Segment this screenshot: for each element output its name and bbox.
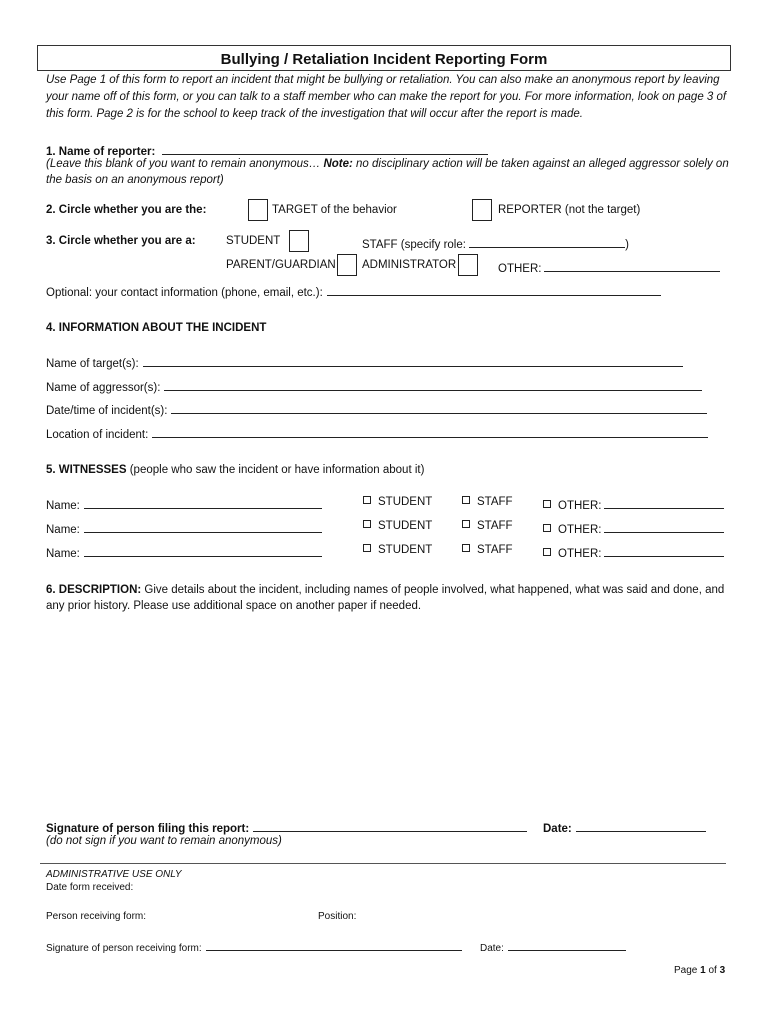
- person-receiving-label: Person receiving form:: [46, 911, 147, 922]
- signature-field[interactable]: [253, 819, 527, 832]
- sig-receiving-field[interactable]: [206, 940, 462, 951]
- sig-receiving-label: Signature of person receiving form:: [46, 943, 202, 954]
- aggressors-label: Name of aggressor(s):: [46, 382, 161, 394]
- description-prompt: 6. DESCRIPTION: Give details about the incident, including names of people involved, what happened, what was said and done, and any prior history. Please use additional space on another paper if needed.: [46, 584, 725, 612]
- staff-option-label: STAFF (specify role:: [362, 239, 470, 251]
- reporter-option-label: REPORTER (not the target): [498, 204, 641, 216]
- reporter-checkbox[interactable]: [472, 199, 492, 221]
- witness-student-option[interactable]: STUDENT: [363, 496, 432, 508]
- title-box: [37, 45, 731, 71]
- date-received-label: Date form received:: [46, 882, 134, 893]
- checkbox-icon[interactable]: [543, 524, 551, 532]
- location-field[interactable]: [152, 425, 708, 438]
- admin-date-field[interactable]: [508, 940, 626, 951]
- administrator-option-label: ADMINISTRATOR: [362, 259, 457, 271]
- staff-option: STAFF (specify role: ): [362, 235, 629, 251]
- checkbox-icon[interactable]: [363, 544, 371, 552]
- administrator-checkbox[interactable]: [458, 254, 478, 276]
- intro-text: Use Page 1 of this form to report an incident that might be bullying or retaliation. You can also make an anonymous report by leaving your name off of this form, or you can talk to a staff member who can make the report for you. For more information, look on page 3 of this form. Page 2 is for the school to keep track of the investigation that will occur after the report is made.: [46, 74, 727, 120]
- witness-other-option[interactable]: OTHER:: [543, 544, 724, 560]
- reporter-note: (Leave this blank of you want to remain anonymous… Note: no disciplinary action will be taken against an alleged aggressor solely on the basis on an anonymous report): [46, 158, 729, 186]
- position-label: Position:: [318, 911, 357, 922]
- checkbox-icon[interactable]: [543, 500, 551, 508]
- aggressors-field[interactable]: [164, 378, 702, 391]
- other-role-field[interactable]: [544, 259, 720, 272]
- witness-other-option[interactable]: OTHER:: [543, 496, 724, 512]
- datetime-field[interactable]: [171, 401, 707, 414]
- student-checkbox[interactable]: [289, 230, 309, 252]
- admin-heading: ADMINISTRATIVE USE ONLY: [46, 869, 182, 880]
- witness-name-field[interactable]: [84, 496, 322, 509]
- admin-divider: [40, 863, 726, 864]
- target-option-label: TARGET of the behavior: [272, 204, 397, 216]
- other-role-option: [498, 259, 720, 275]
- signature-date-row: [543, 819, 706, 835]
- admin-date-row: [480, 940, 626, 954]
- aggressors-row: [46, 378, 702, 394]
- reporter-name-field[interactable]: [162, 142, 488, 155]
- other-role-label: OTHER:: [498, 263, 542, 275]
- location-label: Location of incident:: [46, 429, 149, 441]
- witness-name-row: Name:: [46, 544, 322, 560]
- signature-note: (do not sign if you want to remain anonymous): [46, 835, 282, 847]
- checkbox-icon[interactable]: [543, 548, 551, 556]
- signature-row: [46, 819, 527, 835]
- contact-field[interactable]: [327, 283, 661, 296]
- witness-staff-option[interactable]: STAFF: [462, 520, 513, 532]
- datetime-row: [46, 401, 707, 417]
- witness-name-field[interactable]: [84, 544, 322, 557]
- reporter-label: 1. Name of reporter:: [46, 146, 156, 158]
- signature-date-field[interactable]: [576, 819, 706, 832]
- witness-name-row: Name:: [46, 520, 322, 536]
- page-number: Page 1 of 3: [674, 965, 726, 976]
- checkbox-icon[interactable]: [462, 520, 470, 528]
- incident-heading: 4. INFORMATION ABOUT THE INCIDENT: [46, 322, 267, 334]
- checkbox-icon[interactable]: [363, 496, 371, 504]
- contact-label: Optional: your contact information (phone, email, etc.):: [46, 287, 323, 299]
- checkbox-icon[interactable]: [363, 520, 371, 528]
- admin-date-label: Date:: [480, 943, 504, 954]
- location-row: [46, 425, 708, 441]
- witness-student-option[interactable]: STUDENT: [363, 520, 432, 532]
- witness-other-field[interactable]: [604, 520, 724, 533]
- signature-label: Signature of person filing this report:: [46, 823, 250, 835]
- witnesses-heading: 5. WITNESSES (people who saw the incident or have information about it): [46, 464, 425, 476]
- form-title: Bullying / Retaliation Incident Reporting Form: [220, 51, 548, 68]
- witness-name-field[interactable]: [84, 520, 322, 533]
- witness-other-field[interactable]: [604, 544, 724, 557]
- signature-date-label: Date:: [543, 823, 572, 835]
- datetime-label: Date/time of incident(s):: [46, 405, 168, 417]
- targets-field[interactable]: [143, 354, 683, 367]
- staff-role-field[interactable]: [469, 235, 625, 248]
- witness-other-field[interactable]: [604, 496, 724, 509]
- circle-you-are-label: 2. Circle whether you are the:: [46, 204, 207, 216]
- targets-row: [46, 354, 683, 370]
- circle-role-label: 3. Circle whether you are a:: [46, 235, 196, 247]
- parent-option-label: PARENT/GUARDIAN: [226, 259, 336, 271]
- checkbox-icon[interactable]: [462, 496, 470, 504]
- parent-checkbox[interactable]: [337, 254, 357, 276]
- targets-label: Name of target(s):: [46, 358, 139, 370]
- witness-name-row: Name:: [46, 496, 322, 512]
- checkbox-icon[interactable]: [462, 544, 470, 552]
- witness-staff-option[interactable]: STAFF: [462, 544, 513, 556]
- target-checkbox[interactable]: [248, 199, 268, 221]
- witness-student-option[interactable]: STUDENT: [363, 544, 432, 556]
- witness-other-option[interactable]: OTHER:: [543, 520, 724, 536]
- student-option-label: STUDENT: [226, 235, 281, 247]
- sig-receiving-row: [46, 940, 462, 954]
- description-area[interactable]: [46, 618, 726, 808]
- witness-staff-option[interactable]: STAFF: [462, 496, 513, 508]
- contact-row: [46, 283, 661, 299]
